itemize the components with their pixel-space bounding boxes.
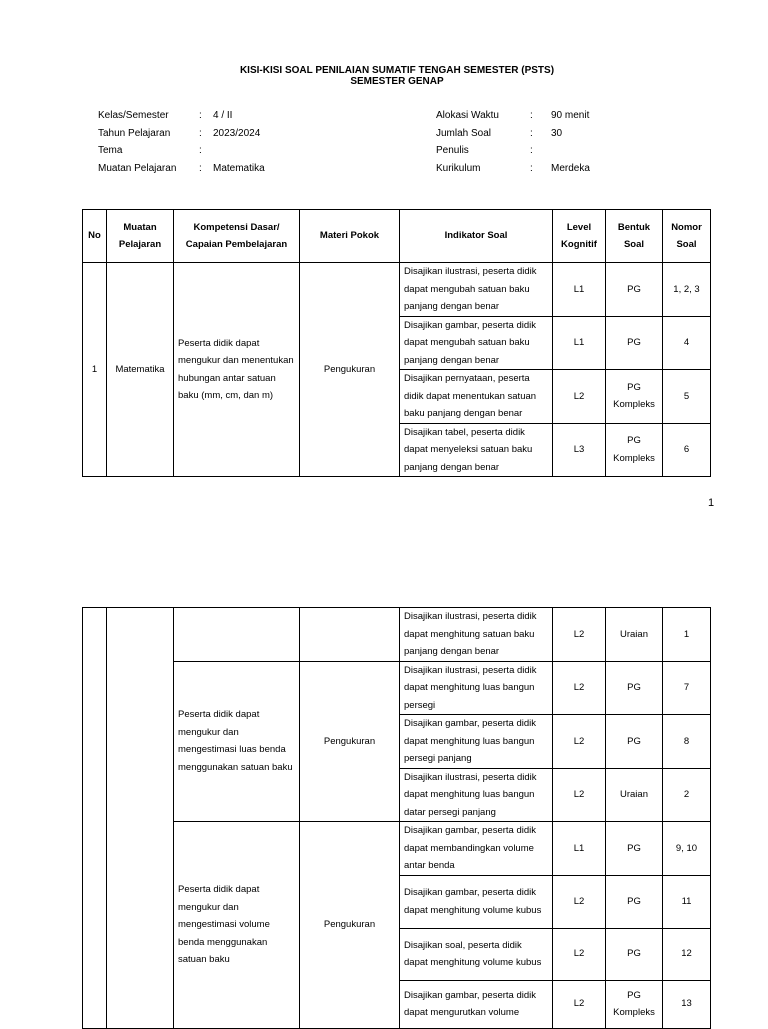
cell-nomor: 9, 10 [663,822,711,876]
cell-level: L1 [553,316,606,370]
cell-level: L2 [553,661,606,715]
cell-nomor: 2 [663,768,711,822]
cell-bentuk: PG Kompleks [606,423,663,477]
header-indikator: Indikator Soal [400,210,553,263]
cell-nomor: 1 [663,608,711,662]
cell-indikator: Disajikan pernyataan, peserta didik dapat menentukan satuan baku panjang dengan benar [400,370,553,424]
meta-left [98,107,398,177]
meta-label: Kurikulum [436,162,481,174]
cell-nomor: 13 [663,980,711,1028]
header-muatan: Muatan Pelajaran [107,210,174,263]
cell-nomor: 11 [663,875,711,928]
meta-row-tahun [98,125,398,143]
cell-nomor: 12 [663,928,711,980]
meta-right [436,107,696,177]
cell-nomor: 6 [663,423,711,477]
cell-nomor: 5 [663,370,711,424]
cell-indikator: Disajikan ilustrasi, peserta didik dapat mengubah satuan baku panjang dengan benar [400,263,553,317]
cell-level: L2 [553,928,606,980]
meta-value: 90 menit [551,110,590,121]
cell-indikator: Disajikan gambar, peserta didik dapat menghitung volume kubus [400,875,553,928]
meta-label: Jumlah Soal [436,127,492,139]
meta-row-kelas [98,107,398,125]
cell-level: L2 [553,608,606,662]
cell-bentuk: PG [606,661,663,715]
cell-level: L1 [553,263,606,317]
cell-indikator: Disajikan gambar, peserta didik dapat membandingkan volume antar benda [400,822,553,876]
table-row [83,608,711,662]
cell-kd-continued [174,608,300,662]
meta-label: Alokasi Waktu [436,110,499,121]
cell-indikator: Disajikan gambar, peserta didik dapat menghitung luas bangun persegi panjang [400,715,553,769]
meta-label: Penulis [436,145,469,156]
meta-value: 2023/2024 [213,127,261,139]
cell-level: L2 [553,980,606,1028]
cell-indikator: Disajikan ilustrasi, peserta didik dapat menghitung luas bangun datar persegi panjang [400,768,553,822]
cell-level: L3 [553,423,606,477]
header-kd: Kompetensi Dasar/ Capaian Pembelajaran [174,210,300,263]
cell-materi: Pengukuran [300,263,400,477]
meta-sep: : [530,127,533,139]
cell-bentuk: PG [606,715,663,769]
cell-bentuk: PG [606,822,663,876]
cell-level: L2 [553,715,606,769]
cell-kd: Peserta didik dapat mengukur dan menentukan hubungan antar satuan baku (mm, cm, dan m) [174,263,300,477]
header-level: Level Kognitif [553,210,606,263]
cell-materi: Pengukuran [300,661,400,822]
cell-indikator: Disajikan ilustrasi, peserta didik dapat menghitung satuan baku panjang dengan benar [400,608,553,662]
meta-label: Tema [98,145,123,156]
cell-nomor: 1, 2, 3 [663,263,711,317]
meta-sep: : [199,162,202,174]
table-header-row [83,210,711,263]
meta-row-kurikulum [436,160,696,178]
meta-sep: : [530,162,533,174]
cell-no-continued [83,608,107,1029]
cell-nomor: 4 [663,316,711,370]
cell-materi: Pengukuran [300,822,400,1029]
meta-sep: : [199,127,202,139]
cell-kd: Peserta didik dapat mengukur dan mengestimasi volume benda menggunakan satuan baku [174,822,300,1029]
meta-row-alokasi [436,107,696,125]
cell-bentuk: PG [606,263,663,317]
meta-value: Merdeka [551,162,590,174]
meta-value: Matematika [213,162,265,174]
cell-level: L1 [553,822,606,876]
page-number: 1 [708,497,715,509]
cell-indikator: Disajikan gambar, peserta didik dapat mengubah satuan baku panjang dengan benar [400,316,553,370]
cell-bentuk: PG [606,316,663,370]
cell-bentuk: Uraian [606,608,663,662]
meta-value: 30 [551,127,563,139]
cell-muatan: Matematika [107,263,174,477]
meta-value: 4 / II [213,110,233,121]
cell-level: L2 [553,370,606,424]
cell-bentuk: PG Kompleks [606,370,663,424]
meta-sep: : [530,145,533,156]
meta-label: Tahun Pelajaran [98,127,171,139]
cell-muatan-continued [107,608,174,1029]
cell-materi-continued [300,608,400,662]
cell-level: L2 [553,768,606,822]
table-row [83,661,711,715]
cell-nomor: 7 [663,661,711,715]
cell-bentuk: PG [606,928,663,980]
kisi-table-page-2 [82,607,711,1029]
cell-indikator: Disajikan tabel, peserta didik dapat menyeleksi satuan baku panjang dengan benar [400,423,553,477]
cell-indikator: Disajikan gambar, peserta didik dapat mengurutkan volume [400,980,553,1028]
meta-sep: : [199,110,202,121]
meta-sep: : [530,110,533,121]
cell-bentuk: PG Kompleks [606,980,663,1028]
header-nomor: Nomor Soal [663,210,711,263]
table-row [83,263,711,317]
cell-bentuk: Uraian [606,768,663,822]
meta-sep: : [199,145,202,156]
cell-bentuk: PG [606,875,663,928]
meta-row-tema [98,142,398,160]
meta-row-muatan [98,160,398,178]
header-no: No [83,210,107,263]
cell-kd: Peserta didik dapat mengukur dan mengestimasi luas benda menggunakan satuan baku [174,661,300,822]
cell-indikator: Disajikan soal, peserta didik dapat menghitung volume kubus [400,928,553,980]
meta-row-jumlah [436,125,696,143]
kisi-table-page-1 [82,209,711,477]
meta-row-penulis [436,142,696,160]
meta-label: Kelas/Semester [98,110,169,121]
title-line-2: SEMESTER GENAP [350,76,444,87]
document-title [0,65,768,87]
table-row [83,822,711,876]
cell-indikator: Disajikan ilustrasi, peserta didik dapat menghitung luas bangun persegi [400,661,553,715]
cell-no: 1 [83,263,107,477]
cell-level: L2 [553,875,606,928]
header-materi: Materi Pokok [300,210,400,263]
header-bentuk: Bentuk Soal [606,210,663,263]
cell-nomor: 8 [663,715,711,769]
title-line-1: KISI-KISI SOAL PENILAIAN SUMATIF TENGAH SEMESTER (PSTS) [239,65,555,76]
meta-label: Muatan Pelajaran [98,162,177,174]
